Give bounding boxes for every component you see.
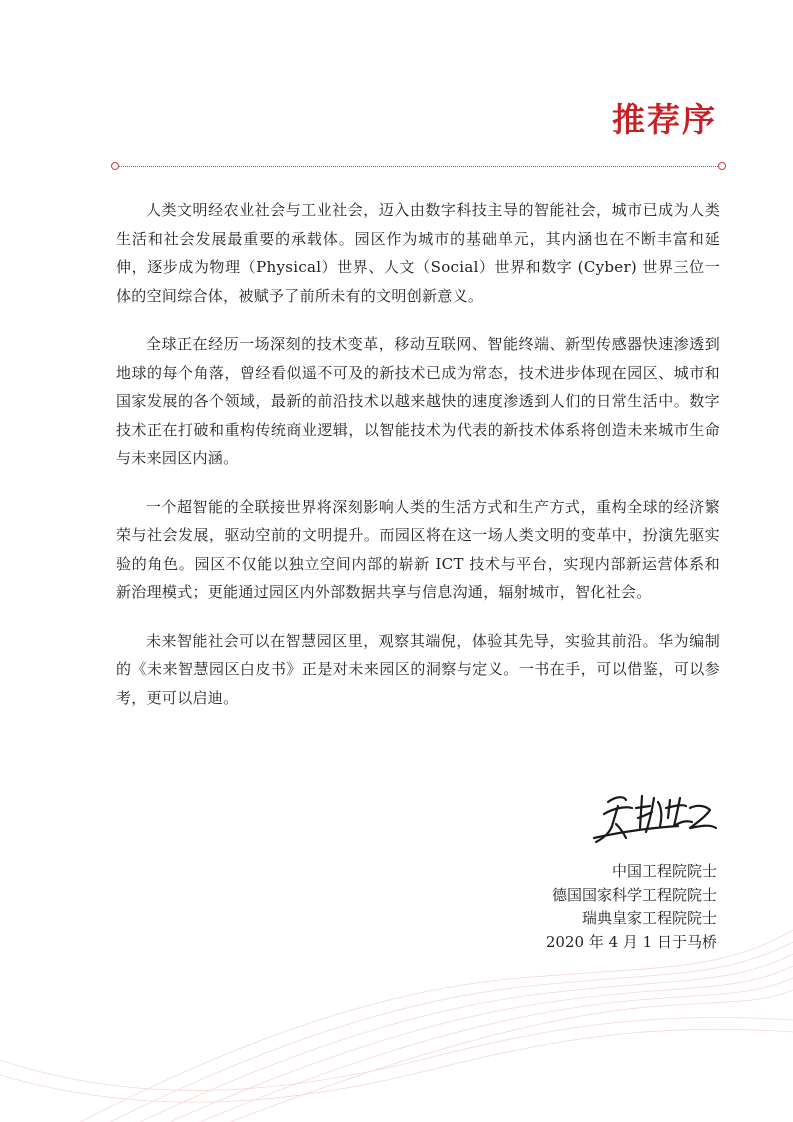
divider-end-dot xyxy=(111,162,119,170)
paragraph: 一个超智能的全联接世界将深刻影响人类的生活方式和生产方式，重构全球的经济繁荣与社会发展，驱动空前的文明提升。而园区将在这一场人类文明的变革中，扮演先驱实验的角色。园区不仅能以独立空间内部的崭新 ICT 技术与平台，实现内部新运营体系和新治理模式；更能通过园区内外部数据共享与信息沟通，辐射城市，智化社会。 xyxy=(116,497,720,601)
divider-end-dot xyxy=(718,162,726,170)
credential-line: 中国工程院院士 xyxy=(611,862,717,880)
page-title: 推荐序 xyxy=(612,100,717,139)
paragraph: 未来智能社会可以在智慧园区里，观察其端倪，体验其先导，实验其前沿。华为编制的《未来智慧园区白皮书》正是对未来园区的洞察与定义。一书在手，可以借鉴，可以参考，更可以启迪。 xyxy=(116,631,720,707)
credential-line: 德国国家科学工程院院士 xyxy=(551,885,717,904)
handwritten-signature xyxy=(590,788,720,850)
author-credentials xyxy=(546,860,717,954)
credential-line: 瑞典皇家工程院院士 xyxy=(581,909,717,927)
paragraph: 全球正在经历一场深刻的技术变革，移动互联网、智能终端、新型传感器快速渗透到地球的每个角落，曾经看似遥不可及的新技术已成为常态，技术进步体现在园区、城市和国家发展的各个领域，最新的前沿技术以越来越快的速度渗透到人们的日常生活中。数字技术正在打破和重构传统商业逻辑，以智能技术为代表的新技术体系将创造未来城市生命与未来园区内涵。 xyxy=(116,335,720,467)
paragraph: 人类文明经农业社会与工业社会，迈入由数字科技主导的智能社会，城市已成为人类生活和社会发展最重要的承载体。园区作为城市的基础单元，其内涵也在不断丰富和延伸，逐步成为物理（Physical）世界、人文（Social）世界和数字 (Cyber) 世界三位一体的空间综合体，被赋予了前所未有的文明创新意义。 xyxy=(116,201,720,305)
preface-body xyxy=(116,196,720,732)
date-place-line: 2020 年 4 月 1 日于马桥 xyxy=(545,932,717,951)
title-divider xyxy=(116,166,722,167)
